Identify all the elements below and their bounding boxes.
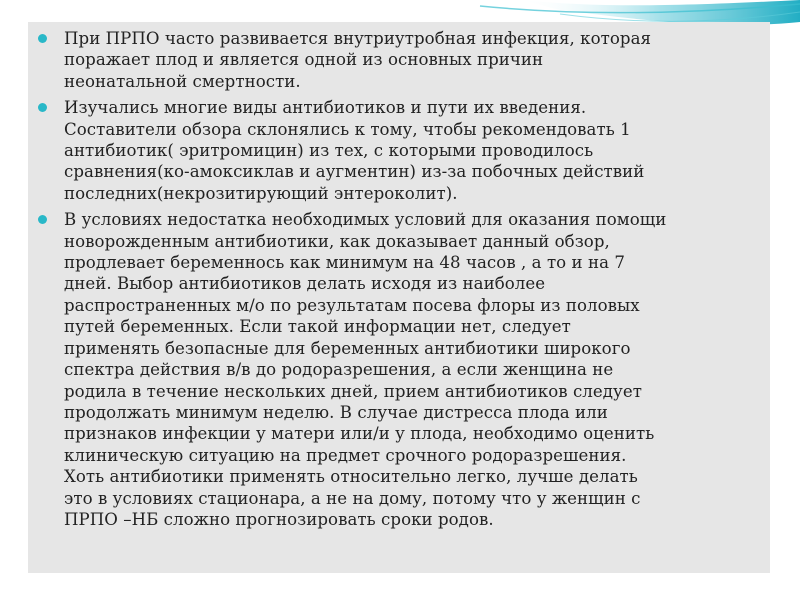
bullet-item <box>38 97 758 204</box>
bullet-line: продолжать минимум неделю. В случае дистресса плода или <box>64 402 608 422</box>
bullet-line: признаков инфекции у матери или/и у плода, необходимо оценить <box>64 424 655 444</box>
bullet-line: продлевает беременнось как минимум на 48 часов , а то и на 7 <box>64 253 625 273</box>
teal-bullet-icon <box>38 103 47 112</box>
bullet-item <box>38 28 758 92</box>
bullet-line: новорожденным антибиотики, как доказывает данный обзор, <box>64 231 610 251</box>
bullet-line: применять безопасные для беременных антибиотики широкого <box>64 338 631 358</box>
teal-bullet-icon <box>38 34 47 43</box>
bullet-line: Составители обзора склонялись к тому, чтобы рекомендовать 1 <box>64 119 631 139</box>
bullet-line: спектра действия в/в до родоразрешения, а если женщина не <box>64 360 614 380</box>
bullet-line: родила в течение нескольких дней, прием антибиотиков следует <box>64 381 642 401</box>
bullet-line: клиническую ситуацию на предмет срочного родоразрешения. <box>64 445 627 465</box>
bullet-line: При ПРПО часто развивается внутриутробная инфекция, которая <box>64 29 652 48</box>
bullet-line: путей беременных. Если такой информации нет, следует <box>64 317 571 337</box>
bullet-line: Хоть антибиотики применять относительно легко, лучше делать <box>64 467 638 487</box>
bullet-line: антибиотик( эритромицин) из тех, с которыми проводилось <box>64 141 594 161</box>
bullet-line: распространенных м/о по результатам посева флоры из половых <box>64 295 640 315</box>
teal-bullet-icon <box>38 215 47 224</box>
bullet-line: сравнения(ко-амоксиклав и аугментин) из-за побочных действий <box>64 162 645 182</box>
bullet-line: дней. Выбор антибиотиков делать исходя из наиболее <box>64 274 546 294</box>
bullet-line: Изучались многие виды антибиотиков и пути их введения. <box>64 98 587 118</box>
bullet-line: последних(некрозитирующий энтероколит). <box>64 183 458 203</box>
bullet-line: неонатальной смертности. <box>64 71 301 91</box>
bullet-line: поражает плод и является одной из основных причин <box>64 50 544 70</box>
bullet-line: В условиях недостатка необходимых условий для оказания помощи <box>64 210 667 230</box>
bullet-item <box>38 209 758 530</box>
bullet-line: ПРПО –НБ сложно прогнозировать сроки родов. <box>64 509 494 529</box>
bullet-list <box>38 28 758 535</box>
bullet-line: это в условиях стационара, а не на дому, потому что у женщин с <box>64 488 641 508</box>
